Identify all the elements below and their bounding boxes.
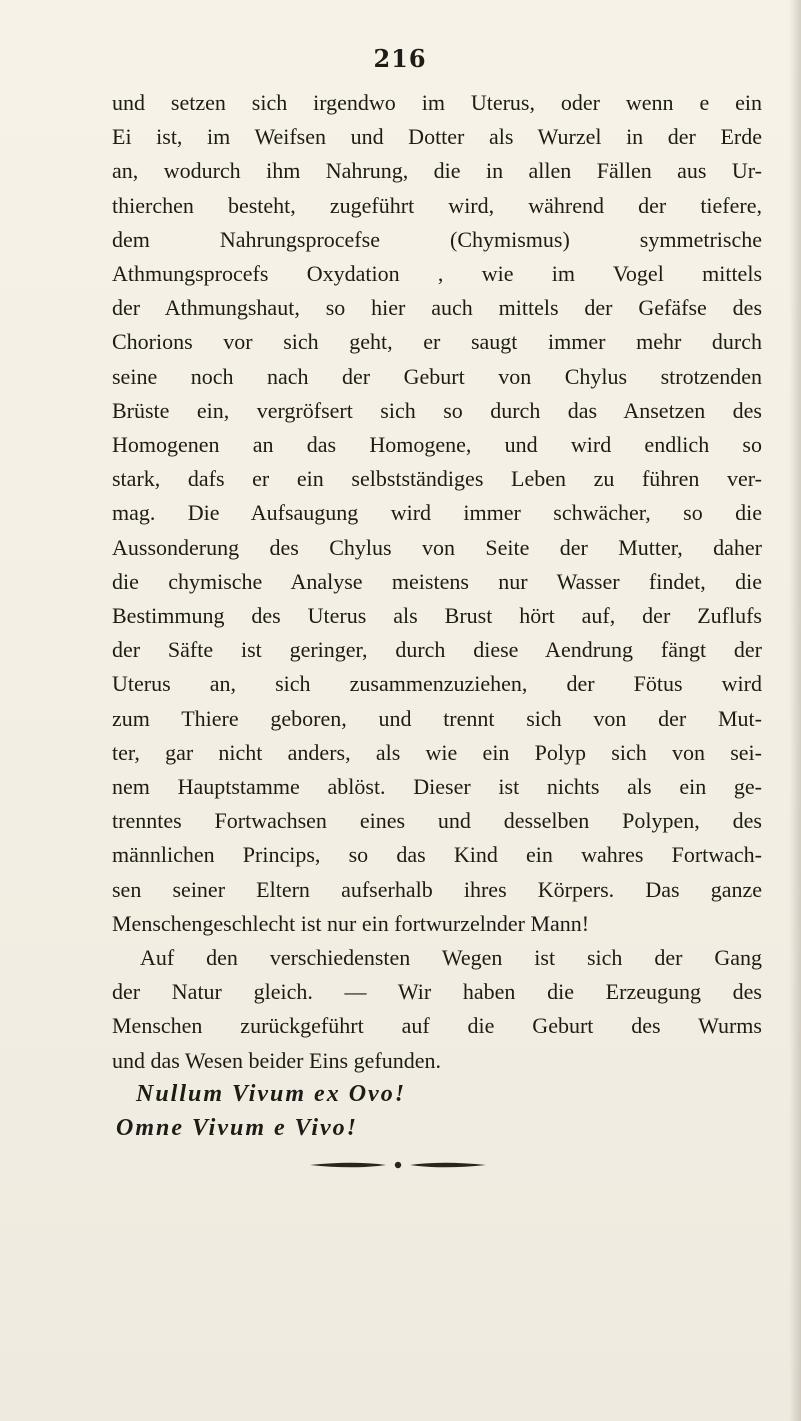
body-text <box>112 86 762 1078</box>
text-line: der Säfte ist geringer, durch diese Aendrung fängt der <box>112 637 762 663</box>
page-number: 216 <box>373 44 427 73</box>
text-line: trenntes Fortwachsen eines und desselben Polypen, des <box>112 808 762 834</box>
text-line: und das Wesen beider Eins gefunden. <box>112 1047 441 1073</box>
text-line: männlichen Princips, so das Kind ein wahres Fortwach- <box>112 842 762 868</box>
text-line: und setzen sich irgendwo im Uterus, oder wenn e ein <box>112 90 762 115</box>
text-line: Brüste ein, vergröfsert sich so durch das Ansetzen des <box>112 397 762 423</box>
text-line: Auf den verschiedensten Wegen ist sich der Gang <box>140 945 762 971</box>
text-line: mag. Die Aufsaugung wird immer schwächer, so die <box>112 500 762 526</box>
text-line: nem Hauptstamme ablöst. Dieser ist nichts als ein ge- <box>112 774 762 800</box>
text-line: Ei ist, im Weifsen und Dotter als Wurzel in der Erde <box>112 124 762 150</box>
text-line: sen seiner Eltern aufserhalb ihres Körpers. Das ganze <box>112 876 762 902</box>
text-line: Bestimmung des Uterus als Brust hört auf, der Zuflufs <box>112 603 762 629</box>
text-line: Menschen zurückgeführt auf die Geburt des Wurms <box>112 1013 762 1039</box>
text-line: der Athmungshaut, so hier auch mittels der Gefäfse des <box>112 295 762 321</box>
text-line: zum Thiere geboren, und trennt sich von der Mut- <box>112 705 762 731</box>
page-edge-shadow <box>789 0 801 1421</box>
text-line: thierchen besteht, zugeführt wird, während der tiefere, <box>112 192 762 218</box>
text-line: dem Nahrungsprocefse (Chymismus) symmetrische <box>112 226 762 252</box>
text-line: Athmungsprocefs Oxydation , wie im Vogel mittels <box>112 261 762 287</box>
motto-line-2: Omne Vivum e Vivo! <box>116 1115 359 1141</box>
ornament-divider <box>308 1159 488 1171</box>
text-line: seine noch nach der Geburt von Chylus strotzenden <box>112 363 762 389</box>
text-line: Menschengeschlecht ist nur ein fortwurzelnder Mann! <box>112 910 590 936</box>
text-line: Uterus an, sich zusammenzuziehen, der Fötus wird <box>112 671 762 697</box>
motto <box>116 1077 407 1145</box>
text-line: an, wodurch ihm Nahrung, die in allen Fällen aus Ur- <box>112 158 762 184</box>
text-line: ter, gar nicht anders, als wie ein Polyp sich von sei- <box>112 739 762 765</box>
text-line: Homogenen an das Homogene, und wird endlich so <box>112 432 762 458</box>
text-line: Chorions vor sich geht, er saugt immer mehr durch <box>112 329 762 355</box>
motto-line-1: Nullum Vivum ex Ovo! <box>136 1081 407 1107</box>
text-line: Aussonderung des Chylus von Seite der Mutter, daher <box>112 534 762 560</box>
text-line: der Natur gleich. — Wir haben die Erzeugung des <box>112 979 762 1005</box>
text-line: stark, dafs er ein selbstständiges Leben zu führen ver- <box>112 466 762 492</box>
text-line: die chymische Analyse meistens nur Wasser findet, die <box>112 568 762 594</box>
